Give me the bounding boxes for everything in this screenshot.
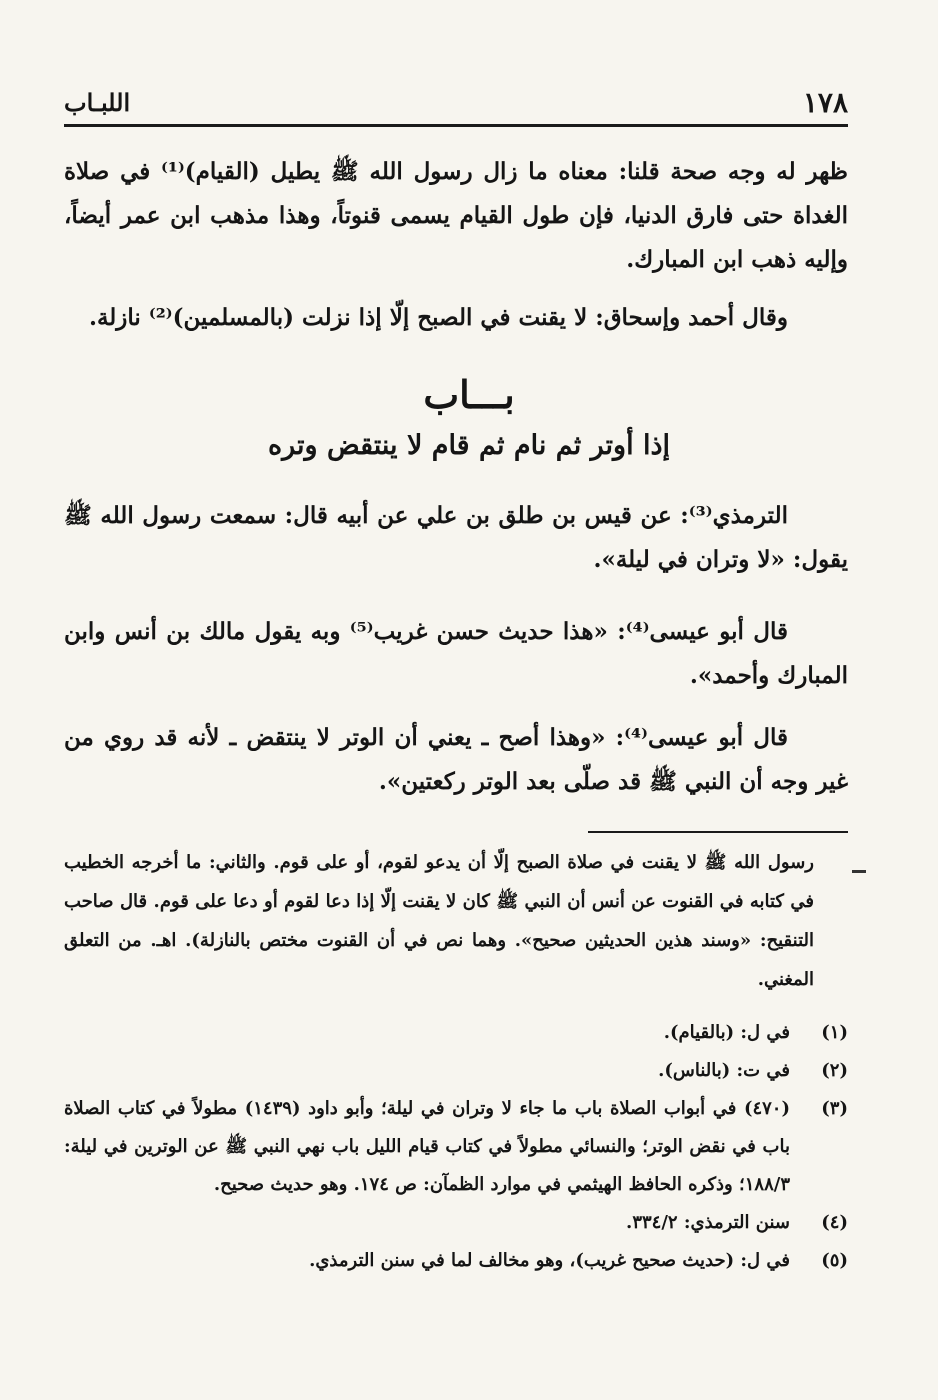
paragraph-3: الترمذي⁽³⁾: عن قيس بن طلق بن علي عن أبيه قال: سمعت رسول الله ﷺ يقول: «لا وتران في ليلة». (64, 502, 848, 573)
paragraph-2: وقال أحمد وإسحاق: لا يقنت في الصبح إلّا إذا نزلت (بالمسلمين)⁽²⁾ نازلة. (88, 304, 788, 331)
footnote-number: (٢) (821, 1060, 848, 1081)
continuation-mark (852, 870, 866, 873)
paragraph-5: قال أبو عيسى⁽⁴⁾: «وهذا أصح ـ يعني أن الوتر لا ينتقض ـ لأنه قد روي من غير وجه أن النبي ﷺ قد صلّى بعد الوتر ركعتين». (64, 724, 848, 795)
paragraph-1: ظهر له وجه صحة قلنا: معناه ما زال رسول الله ﷺ يطيل (القيام)⁽¹⁾ في صلاة الغداة حتى فارق الدنيا، فإن طول القيام يسمى قنوتاً، وهذا مذهب ابن عمر أيضاً، وإليه ذهب ابن المبارك. (64, 158, 848, 273)
footnote-separator (588, 831, 848, 833)
footnote-item (64, 1014, 848, 1052)
chapter-title: إذا أوتر ثم نام ثم قام لا ينتقض وتره (268, 430, 670, 461)
footnote-text: في ت: (بالناس). (658, 1060, 790, 1081)
footnote-item (64, 1242, 848, 1280)
footnote-text: (٤٧٠) في أبواب الصلاة باب ما جاء لا وتران في ليلة؛ وأبو داود (١٤٣٩) مطولاً في كتاب الصلاة باب في نقض الوتر؛ والنسائي مطولاً في كتاب قيام الليل باب نهي النبي ﷺ عن الوترين في ليلة: ١٨٨/٣؛ وذكره الحافظ الهيثمي في موارد الظمآن: ص ١٧٤. وهو حديث صحيح. (64, 1098, 791, 1195)
footnote-list (64, 1014, 848, 1280)
footnote-item (64, 1052, 848, 1090)
footnote-continuation: رسول الله ﷺ لا يقنت في صلاة الصبح إلّا أن يدعو لقوم، أو على قوم. والثاني: ما أخرجه الخطيب في كتابه في القنوت عن أنس أن النبي ﷺ كان لا يقنت إلّا إذا دعا لقوم أو دعا على قوم. قال صاحب التنقيح: «وسند هذين الحديثين صحيح». وهما نص في أن القنوت مختص بالنازلة). اهـ. من التعلق المغني. (64, 852, 814, 990)
footnote-item (64, 1090, 848, 1204)
footnote-number: (٥) (821, 1250, 848, 1271)
running-title: اللبـاب (64, 88, 131, 117)
footnote-number: (٤) (821, 1212, 848, 1233)
footnote-text: في ل: (بالقيام). (663, 1022, 790, 1043)
footnote-text: سنن الترمذي: ٣٣٤/٢. (626, 1212, 790, 1233)
footnote-item (64, 1204, 848, 1242)
footnote-text: في ل: (حديث صحيح غريب)، وهو مخالف لما في سنن الترمذي. (309, 1250, 790, 1271)
footnote-number: (١) (821, 1022, 848, 1043)
chapter-heading: بـــاب (423, 372, 515, 417)
footnote-number: (٣) (821, 1098, 848, 1119)
page-header (64, 86, 848, 127)
paragraph-4: قال أبو عيسى⁽⁴⁾: «هذا حديث حسن غريب⁽⁵⁾ وبه يقول مالك بن أنس وابن المبارك وأحمد». (64, 618, 848, 689)
page-number: ١٧٨ (802, 86, 848, 119)
